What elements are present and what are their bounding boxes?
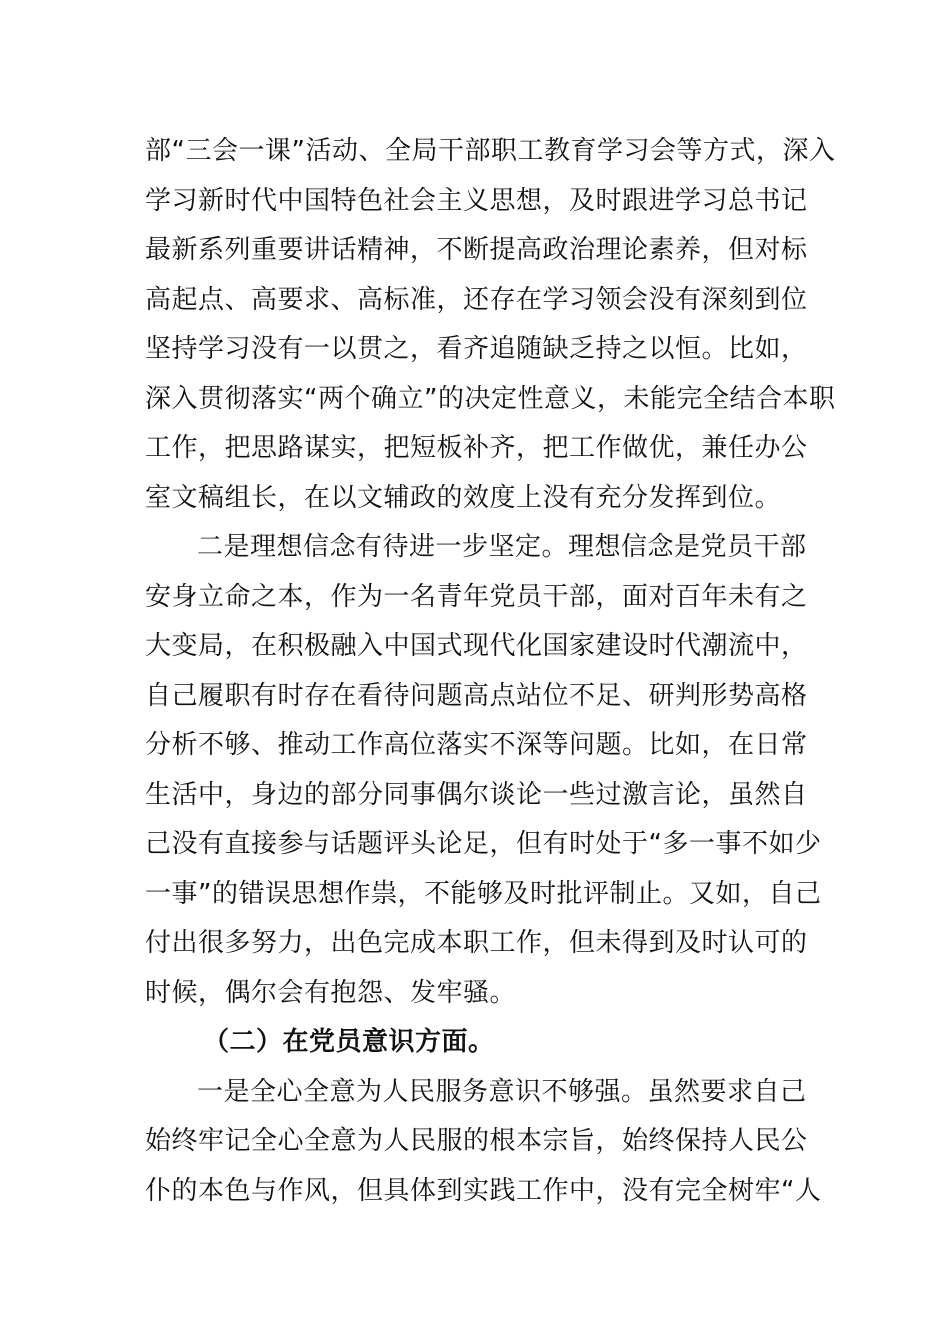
- text-line: 分析不够、推动工作高位落实不深等问题。比如，在日常: [145, 730, 808, 760]
- text-line: 坚持学习没有一以贯之，看齐追随缺乏持之以恒。比如，: [145, 334, 808, 364]
- text-line: 一事”的错误思想作祟，不能够及时批评制止。又如，自己: [145, 878, 822, 909]
- text-line: 付出很多努力，出色完成本职工作，但未得到及时认可的: [145, 928, 808, 958]
- text-line: 时候，偶尔会有抱怨、发牢骚。: [145, 977, 517, 1008]
- document-body: [145, 127, 836, 1216]
- text-line: 生活中，身边的部分同事偶尔谈论一些过激言论，虽然自: [145, 779, 808, 810]
- text-line: 大变局，在积极融入中国式现代化国家建设时代潮流中，: [145, 631, 808, 661]
- text-line: 最新系列重要讲话精神，不断提高政治理论素养，但对标: [145, 235, 808, 265]
- text-line: 己没有直接参与话题评头论足，但有时处于“多一事不如少: [145, 829, 822, 859]
- text-line: 仆的本色与作风，但具体到实践工作中，没有完全树牢“人: [145, 1175, 822, 1206]
- paragraph-start-line: 一是全心全意为人民服务意识不够强。虽然要求自己: [197, 1076, 807, 1107]
- text-line: 室文稿组长，在以文辅政的效度上没有充分发挥到位。: [145, 482, 782, 513]
- paragraph-start-line: 二是理想信念有待进一步坚定。理想信念是党员干部: [197, 532, 807, 562]
- text-line: 深入贯彻落实“两个确立”的决定性意义，未能完全结合本职: [145, 383, 836, 414]
- text-line: 自己履职有时存在看待问题高点站位不足、研判形势高格: [145, 680, 808, 711]
- text-line: 工作，把思路谋实，把短板补齐，把工作做优，兼任办公: [145, 433, 808, 463]
- text-line: 学习新时代中国特色社会主义思想，及时跟进学习总书记: [145, 185, 808, 216]
- text-line: 始终牢记全心全意为人民服的根本宗旨，始终保持人民公: [145, 1126, 808, 1156]
- text-line: 安身立命之本，作为一名青年党员干部，面对百年未有之: [145, 581, 808, 612]
- text-line: 高起点、高要求、高标准，还存在学习领会没有深刻到位: [145, 284, 808, 315]
- text-line: 部“三会一课”活动、全局干部职工教育学习会等方式，深入: [145, 136, 836, 166]
- section-heading: （二）在党员意识方面。: [203, 1027, 495, 1057]
